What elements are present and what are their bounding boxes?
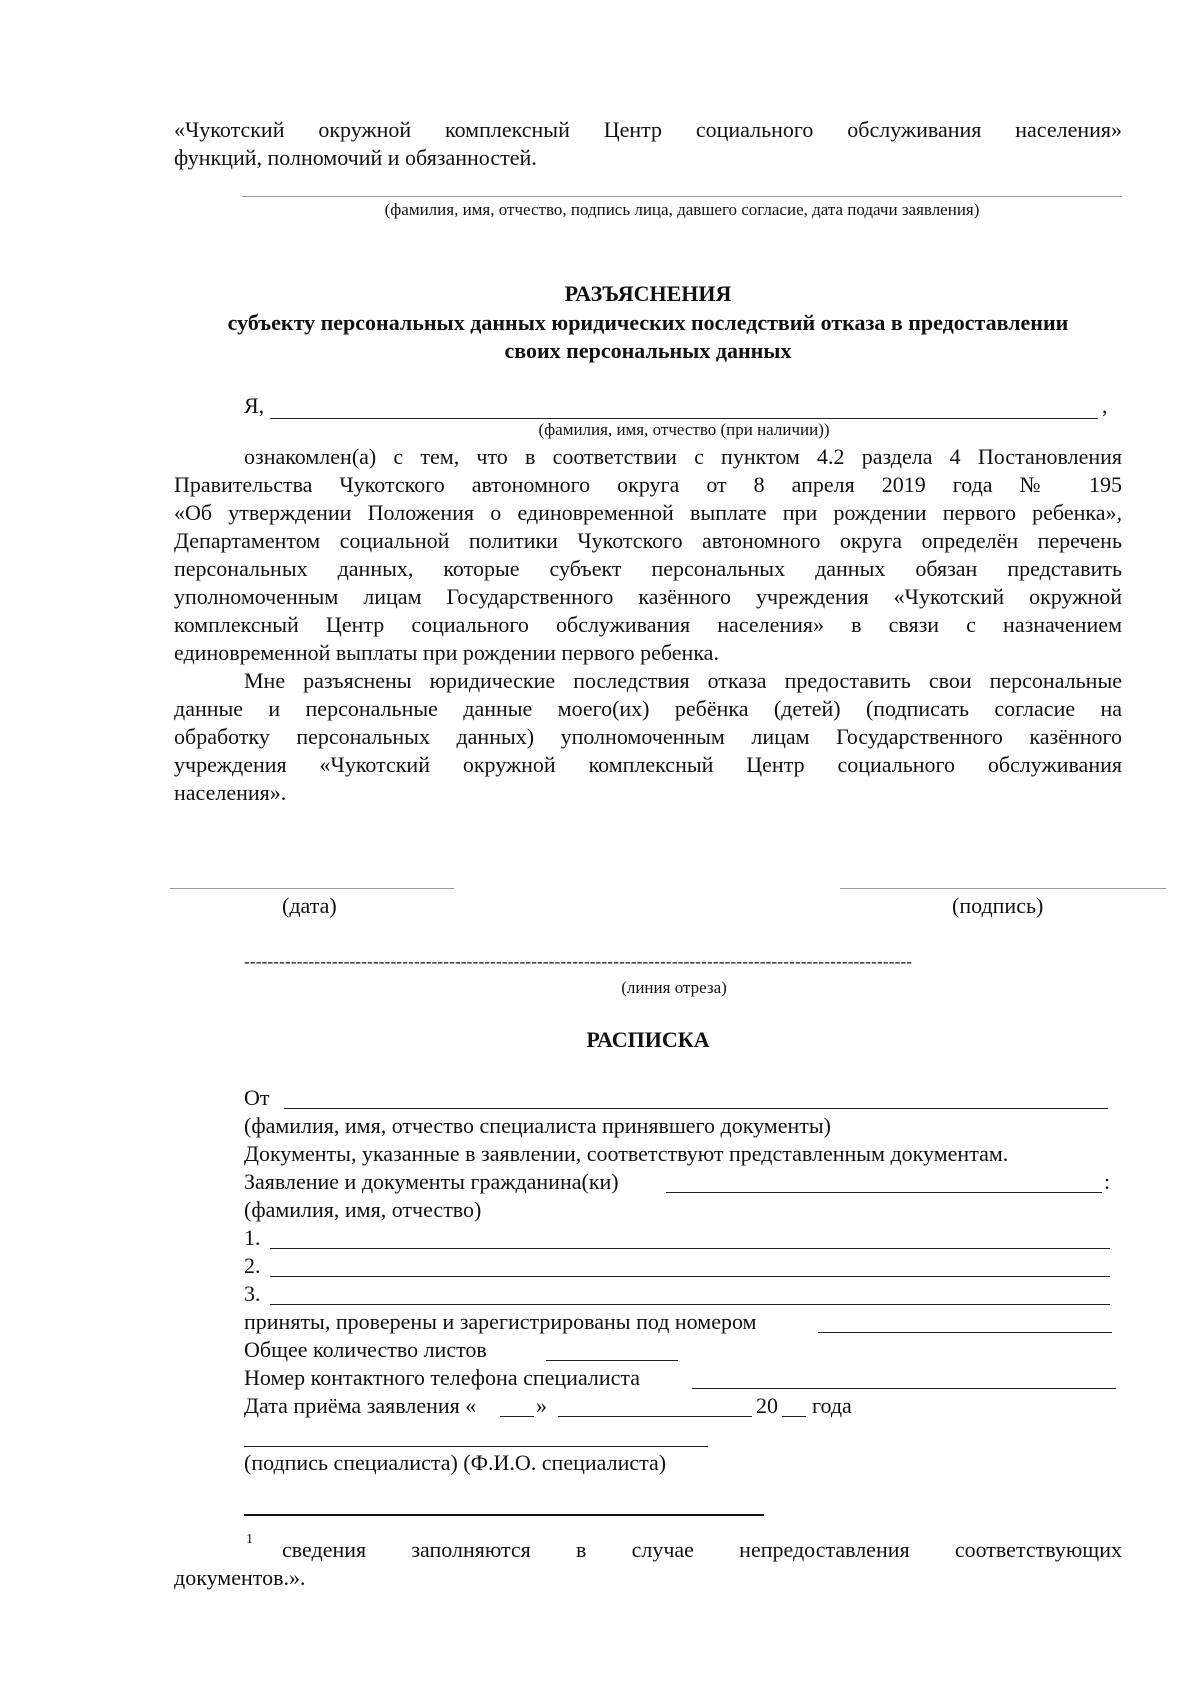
item-2-label: 2. (244, 1253, 261, 1278)
footnote-marker: 1 (246, 1532, 253, 1547)
para1-line-1: ознакомлен(а) с тем, что в соответствии с пунктом 4.2 раздела 4 Постановления (244, 444, 1122, 469)
top-line-2: функций, полномочий и обязанностей. (174, 145, 537, 170)
specialist-signature-caption: (подпись специалиста) (Ф.И.О. специалиста) (244, 1450, 667, 1475)
receipt-title: РАСПИСКА (586, 1027, 710, 1052)
signature-line (840, 888, 1166, 889)
year-suffix: года (812, 1393, 852, 1418)
para2-line-3: обработку персональных данных) уполномоченным лицам Государственного казённого (174, 724, 1122, 749)
explanations-subtitle-1: субъекту персональных данных юридических последствий отказа в предоставлении (227, 310, 1069, 335)
footnote-line-1: сведения заполняются в случае непредоставления соответствующих (282, 1537, 1122, 1562)
para1-line-3: «Об утверждении Положения о единовременной выплате при рождении первого ребенка», (174, 500, 1122, 525)
specialist-caption: (фамилия, имя, отчество специалиста принявшего документы) (244, 1113, 831, 1138)
from-label: От (244, 1085, 270, 1110)
specialist-signature-line (244, 1446, 708, 1447)
para1-line-7: комплексный Центр социального обслуживания населения» в связи с назначением (174, 612, 1122, 637)
footnote-line-2: документов.». (174, 1565, 306, 1590)
registered-fill-line (818, 1332, 1112, 1333)
para2-line-1: Мне разъяснены юридические последствия отказа предоставить свои персональные (244, 668, 1122, 693)
citizen-fill-line (666, 1192, 1102, 1193)
i-label: Я, (244, 393, 265, 418)
top-signature-line (242, 196, 1122, 197)
explanations-title: РАЗЪЯСНЕНИЯ (564, 281, 732, 306)
date-quote-close: » (536, 1393, 547, 1418)
fio-caption: (фамилия, имя, отчество) (244, 1197, 482, 1222)
cut-label: (линия отреза) (621, 978, 727, 997)
date-line (170, 888, 454, 889)
para2-line-2: данные и персональные данные моего(их) ребёнка (детей) (подписать согласие на (174, 696, 1122, 721)
item-1-line (270, 1248, 1110, 1249)
para1-line-5: персональных данных, которые субъект персональных данных обязан представить (174, 556, 1122, 581)
i-comma: , (1102, 393, 1108, 418)
citizen-colon: : (1104, 1169, 1111, 1194)
para1-line-6: уполномоченным лицам Государственного казённого учреждения «Чукотский окружной (174, 584, 1122, 609)
para2-line-5: населения». (174, 780, 287, 805)
item-3-line (270, 1304, 1110, 1305)
item-3-label: 3. (244, 1281, 261, 1306)
para1-line-2: Правительства Чукотского автономного округа от 8 апреля 2019 года № 195 (174, 472, 1122, 497)
phone-label: Номер контактного телефона специалиста (244, 1365, 641, 1390)
from-fill-line (284, 1108, 1108, 1109)
registered-label: приняты, проверены и зарегистрированы под номером (244, 1309, 757, 1334)
cut-line: ------------------------------------------------------------------------------------------------------------------ (244, 952, 913, 971)
date-label: (дата) (282, 893, 337, 918)
top-caption: (фамилия, имя, отчество, подпись лица, давшего согласие, дата подачи заявления) (384, 200, 980, 219)
year-fill-line (782, 1416, 806, 1417)
month-fill-line (558, 1416, 752, 1417)
para2-line-4: учреждения «Чукотский окружной комплексный Центр социального обслуживания (174, 752, 1122, 777)
name-fill-line (270, 418, 1098, 419)
i-caption: (фамилия, имя, отчество (при наличии)) (538, 420, 830, 439)
top-line-1: «Чукотский окружной комплексный Центр социального обслуживания населения» (174, 117, 1122, 142)
footnote-separator (244, 1514, 764, 1516)
para1-line-8: единовременной выплаты при рождении первого ребенка. (174, 640, 719, 665)
phone-fill-line (692, 1388, 1116, 1389)
day-fill-line (500, 1416, 534, 1417)
item-1-label: 1. (244, 1225, 261, 1250)
signature-label: (подпись) (952, 893, 1044, 918)
year-prefix: 20 (756, 1393, 778, 1418)
date-received-label: Дата приёма заявления « (244, 1393, 477, 1418)
explanations-subtitle-2: своих персональных данных (504, 338, 792, 363)
item-2-line (270, 1276, 1110, 1277)
sheets-label: Общее количество листов (244, 1337, 487, 1362)
citizen-label: Заявление и документы гражданина(ки) (244, 1169, 619, 1194)
sheets-fill-line (546, 1360, 678, 1361)
para1-line-4: Департаментом социальной политики Чукотского автономного округа определён перечень (174, 528, 1122, 553)
docs-match-text: Документы, указанные в заявлении, соответствуют представленным документам. (244, 1141, 1009, 1166)
